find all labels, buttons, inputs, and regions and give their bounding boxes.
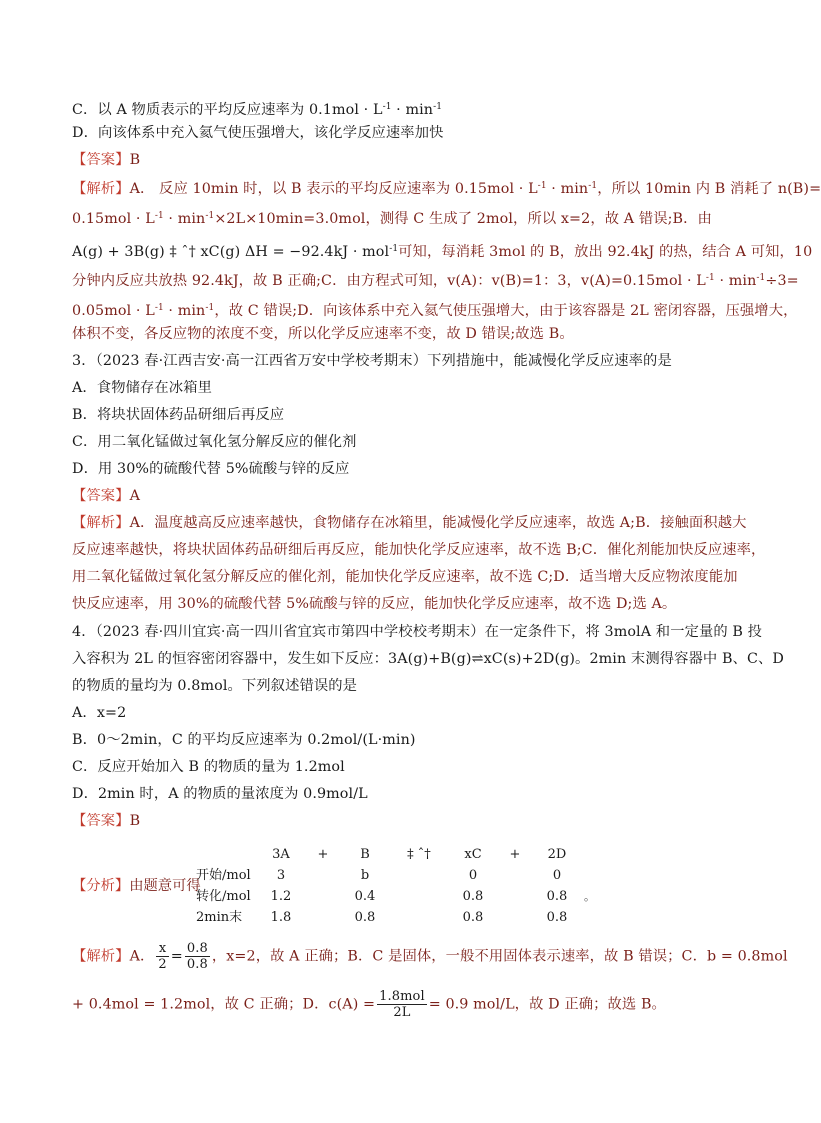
table-row: [196, 907, 595, 928]
table-cell: 0.8: [546, 889, 568, 904]
option-d-q4: D．2min 时，A 的物质的量浓度为 0.9mol/L: [72, 786, 368, 802]
explanation-q4-line2: + 0.4mol = 1.2mol，故 C 正确；D．c(A) = $\frac{\text{1.8mol}}{2L}$ = 0.9 mol/L，故 D 正确；故选 B。: [72, 989, 666, 1020]
explanation-q2-line5: $0.05mol \cdot L^{-1} \cdot \min^{-1}$，故 C 错误;D．向该体系中充入氦气使压强增大，由于该容器是 2L 密闭容器，压强增大，: [72, 303, 798, 319]
answer-q2: 【答案】B: [72, 152, 141, 168]
table-cell: 1.8: [270, 910, 292, 925]
table-cell: B: [360, 847, 370, 862]
option-a-q4: A．x=2: [72, 705, 127, 721]
three-stage-table: [196, 844, 595, 928]
table-header-row: [196, 844, 595, 865]
explanation-q3-line2: 反应速率越快，将块状固体药品研细后再反应，能加快化学反应速率，故不选 B;C．催化剂能加快反应速率，: [72, 542, 766, 558]
table-cell: 0: [552, 868, 562, 883]
option-c-q3: C．用二氧化锰做过氧化氢分解反应的催化剂: [72, 434, 357, 450]
answer-q4: 【答案】B: [72, 813, 141, 829]
option-a-q3: A．食物储存在冰箱里: [72, 380, 212, 396]
explanation-q2-line3: A(g) + 3B(g) ‡ ˆ† xC(g) ΔH = −92.4kJ · mol$^{-1}$可知，每消耗 3mol 的 B，放出 92.4kJ 的热，结合 A 可知，10: [72, 244, 813, 260]
table-cell: +: [317, 847, 329, 862]
table-cell: 开始/mol: [196, 868, 251, 883]
table-cell: ‡ ˆ†: [407, 847, 431, 862]
explanation-q2-line4: 分钟内反应共放热 92.4kJ，故 B 正确;C．由方程式可知，v(A)：v(B)=1：3，$v(A)=0.15mol \cdot L^{-1} \cdot \min^{-1}\div 3=$: [72, 273, 799, 289]
option-d-q3: D．用 30%的硫酸代替 5%硫酸与锌的反应: [72, 461, 350, 477]
table-cell: 2min末: [196, 910, 243, 925]
explanation-q2-line2: $0.15mol \cdot L^{-1} \cdot \min^{-1}\times 2L\times 10\min=3.0mol$，测得 C 生成了 2mol，所以 x=2，故 A 错误;B．由: [72, 211, 712, 227]
table-cell: 0.8: [354, 910, 376, 925]
option-b-q3: B．将块状固体药品研细后再反应: [72, 407, 285, 423]
explanation-q4-line1: 【解析】A． $\frac{x}{2}$ = $\frac{0.8}{0.8}$ ，x=2，故 A 正确；B．C 是固体，一般不用固体表示速率，故 B 错误；C．b = 0.8mol: [72, 941, 788, 972]
table-cell: 2D: [547, 847, 567, 862]
table-cell: 0.8: [462, 889, 484, 904]
option-c-q4: C．反应开始加入 B 的物质的量为 1.2mol: [72, 759, 345, 775]
table-row: [196, 865, 595, 886]
analysis-q4: 【分析】由题意可得: [72, 878, 201, 894]
table-cell: 0.8: [462, 910, 484, 925]
explanation-q3-line3: 用二氧化锰做过氧化氢分解反应的催化剂，能加快化学反应速率，故不选 C;D．适当增大反应物浓度能加: [72, 569, 738, 585]
table-cell: 3: [276, 868, 286, 883]
table-cell: xC: [464, 847, 482, 862]
table-row: [196, 886, 595, 907]
answer-q3: 【答案】A: [72, 488, 141, 504]
table-cell: b: [360, 868, 370, 883]
table-cell: 3A: [272, 847, 290, 862]
table-trailing-mark: 。: [584, 890, 595, 903]
table-cell: 0: [468, 868, 478, 883]
question-4-stem-line3: 的物质的量均为 0.8mol。下列叙述错误的是: [72, 678, 358, 694]
option-c-q2: C．以 A 物质表示的平均反应速率为 $0.1mol \cdot L^{-1} \cdot \min^{-1}$: [72, 102, 443, 118]
question-3-stem: 3．（2023 春·江西吉安·高一江西省万安中学校考期末）下列措施中，能减慢化学反应速率的是: [72, 353, 672, 369]
table-cell: 0.4: [354, 889, 376, 904]
table-cell: [196, 844, 254, 865]
explanation-q2-line6: 体积不变，各反应物的浓度不变，所以化学反应速率不变，故 D 错误;故选 B。: [72, 326, 574, 342]
table-cell: 0.8: [546, 910, 568, 925]
explanation-q2-line1: 【解析】A． 反应 10min 时，以 B 表示的平均反应速率为 $0.15mol \cdot L^{-1} \cdot \min^{-1}$，所以 10min 内 B 消耗了 n(B)=: [72, 181, 821, 197]
explanation-q3-line4: 快反应速率，用 30%的硫酸代替 5%硫酸与锌的反应，能加快化学反应速率，故不选 D;选 A。: [72, 596, 677, 612]
table-cell: 转化/mol: [196, 889, 251, 904]
explanation-q3-line1: 【解析】A．温度越高反应速率越快，食物储存在冰箱里，能减慢化学反应速率，故选 A;B．接触面积越大: [72, 515, 747, 531]
option-d-q2: D．向该体系中充入氦气使压强增大，该化学反应速率加快: [72, 125, 444, 141]
fraction-x-over-2: $\frac{x}{2}$: [158, 941, 167, 972]
question-4-stem-line2: 入容积为 2L 的恒容密闭容器中，发生如下反应：3A(g)+B(g)⇌xC(s)+2D(g)。2min 末测得容器中 B、C、D: [72, 651, 784, 667]
option-b-q4: B．0～2min，C 的平均反应速率为 0.2mol/(L·min): [72, 732, 416, 748]
fraction-0-8-over-0-8: $\frac{0.8}{0.8}$: [186, 941, 208, 972]
question-4-stem-line1: 4．（2023 春·四川宜宾·高一四川省宜宾市第四中学校校考期末）在一定条件下，将 3molA 和一定量的 B 投: [72, 624, 763, 640]
table-cell: 1.2: [270, 889, 292, 904]
table-cell: +: [509, 847, 521, 862]
fraction-1-8mol-over-2L: $\frac{\text{1.8mol}}{2L}$: [379, 989, 425, 1020]
